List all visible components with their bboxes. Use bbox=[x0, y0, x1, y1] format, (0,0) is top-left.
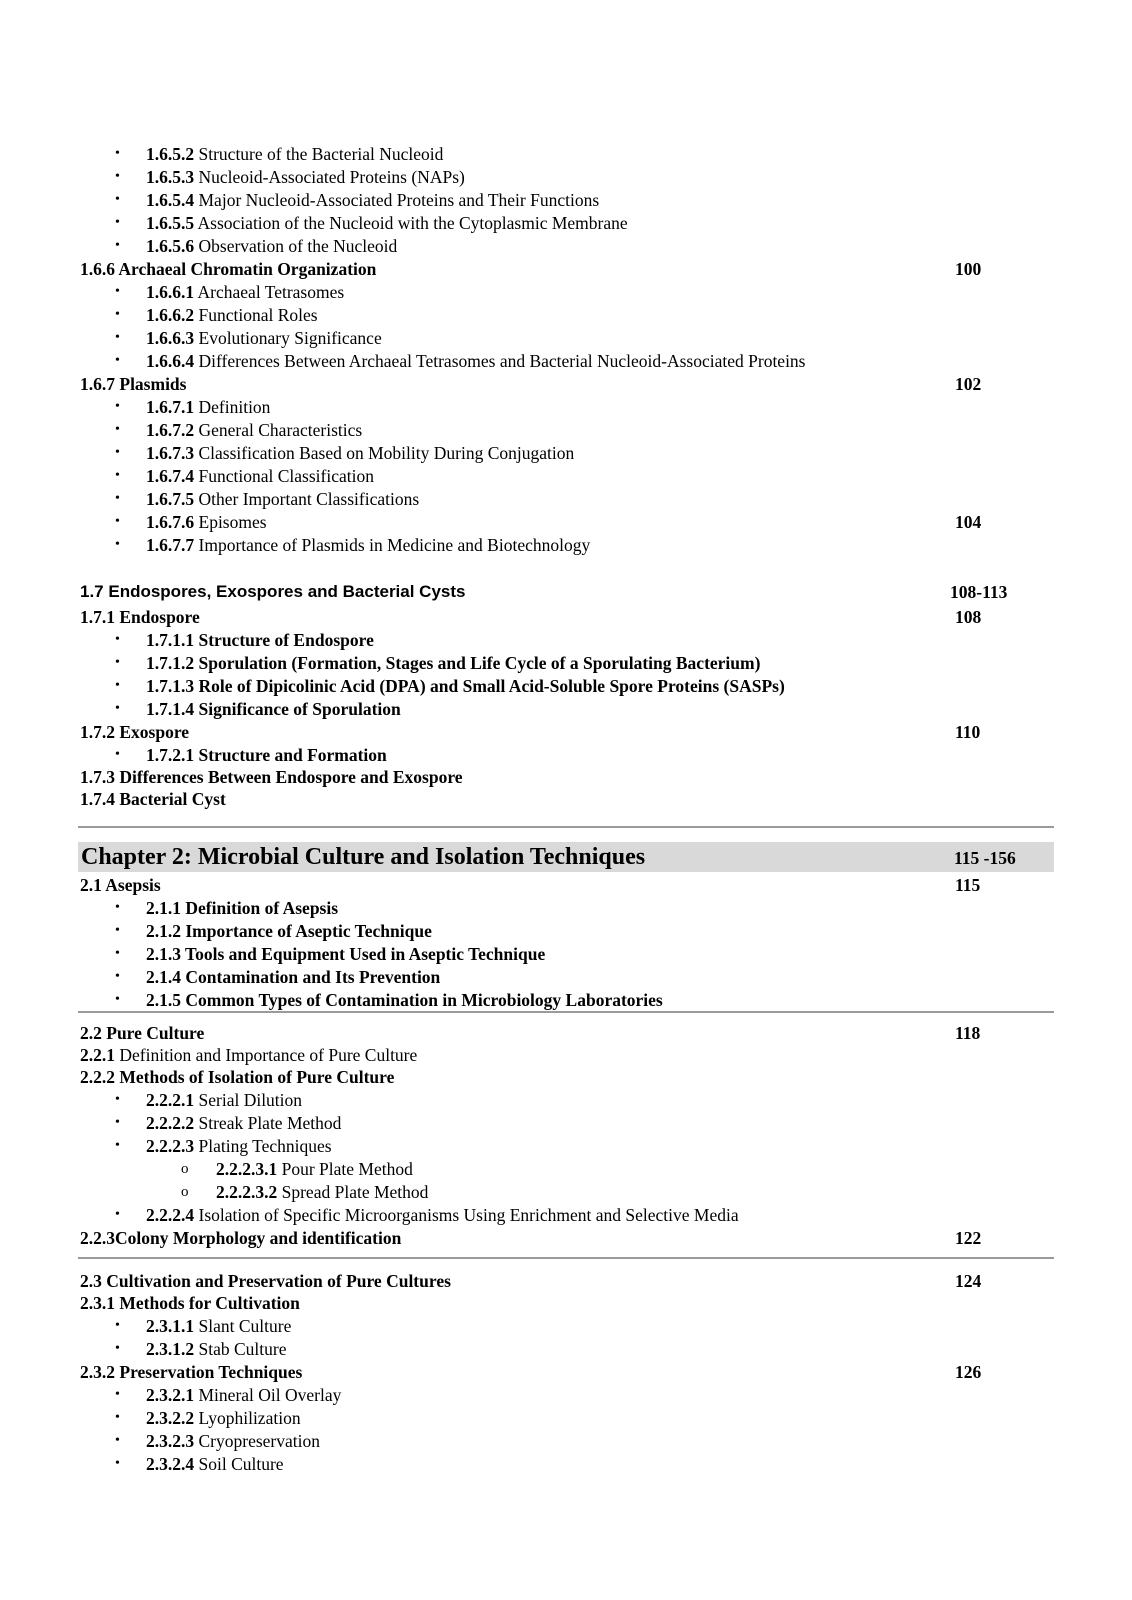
bullet-icon: • bbox=[115, 284, 120, 299]
page-number: 110 bbox=[955, 722, 981, 742]
bullet-icon: • bbox=[115, 1092, 120, 1107]
bullet-icon: • bbox=[115, 747, 120, 762]
page-number: 104 bbox=[955, 512, 982, 532]
toc-subentry bbox=[115, 235, 398, 257]
toc-subentry bbox=[115, 966, 441, 988]
entry-title: Significance of Sporulation bbox=[194, 699, 401, 719]
entry-number: 2.3.2.2 bbox=[146, 1408, 195, 1428]
toc-section-heading: 2.2.2 Methods of Isolation of Pure Culture bbox=[80, 1067, 395, 1087]
entry-number: 2.3.2.1 bbox=[146, 1385, 195, 1405]
entry-number: 1.6.5.2 bbox=[146, 144, 195, 164]
toc-subentry bbox=[115, 327, 382, 349]
entry-number: 1.6.7.5 bbox=[146, 489, 195, 509]
bullet-icon: • bbox=[115, 1207, 120, 1222]
toc-subentry bbox=[115, 419, 363, 441]
entry-title: Tools and Equipment Used in Aseptic Technique bbox=[181, 944, 546, 964]
bullet-icon: • bbox=[115, 468, 120, 483]
toc-subentry bbox=[115, 212, 628, 234]
bullet-icon: • bbox=[115, 1115, 120, 1130]
bullet-icon: • bbox=[115, 946, 120, 961]
toc-section-heading: 2.1 Asepsis bbox=[80, 875, 161, 895]
toc-section-heading: 1.7.1 Endospore bbox=[80, 607, 200, 627]
toc-subentry bbox=[115, 465, 374, 487]
toc-section-heading: 1.7.2 Exospore bbox=[80, 722, 190, 742]
bullet-icon: • bbox=[115, 537, 120, 552]
entry-title: Soil Culture bbox=[194, 1454, 284, 1474]
entry-number: 1.7.2.1 bbox=[146, 745, 195, 765]
entry-title: General Characteristics bbox=[194, 420, 363, 440]
entry-title: Definition of Asepsis bbox=[181, 898, 339, 918]
entry-number: 1.6.6.1 bbox=[146, 282, 195, 302]
toc-section-heading: 2.2.3Colony Morphology and identification bbox=[80, 1228, 402, 1248]
toc-subentry bbox=[115, 675, 785, 697]
toc-section-heading: 1.7.3 Differences Between Endospore and Exospore bbox=[80, 767, 463, 787]
bullet-icon: • bbox=[115, 655, 120, 670]
entry-number: 1.6.7.1 bbox=[146, 397, 195, 417]
toc-subsubentry bbox=[181, 1181, 429, 1203]
entry-title: Structure of Endospore bbox=[194, 630, 374, 650]
entry-title: Other Important Classifications bbox=[194, 489, 420, 509]
entry-title: Nucleoid-Associated Proteins (NAPs) bbox=[194, 167, 465, 187]
entry-number: 1.6.7.2 bbox=[146, 420, 195, 440]
entry-number: 1.6.7.4 bbox=[146, 466, 195, 486]
toc-subentry bbox=[115, 1384, 342, 1406]
entry-title: Definition and Importance of Pure Culture bbox=[115, 1045, 418, 1065]
entry-title: Plating Techniques bbox=[194, 1136, 332, 1156]
entry-number: 2.3.2.4 bbox=[146, 1454, 195, 1474]
bullet-icon: • bbox=[115, 330, 120, 345]
entry-title: Contamination and Its Prevention bbox=[181, 967, 441, 987]
circle-bullet-icon: o bbox=[181, 1161, 189, 1177]
bullet-icon: • bbox=[115, 1456, 120, 1471]
toc-section-heading: 2.3.1 Methods for Cultivation bbox=[80, 1293, 300, 1313]
toc-subentry bbox=[115, 189, 600, 211]
entry-title: Differences Between Archaeal Tetrasomes and Bacterial Nucleoid-Associated Proteins bbox=[194, 351, 806, 371]
toc-subentry bbox=[115, 1089, 303, 1111]
bullet-icon: • bbox=[115, 1433, 120, 1448]
page-number: 108-113 bbox=[950, 582, 1008, 602]
toc-subentry bbox=[115, 1338, 287, 1360]
toc-subentry bbox=[115, 698, 401, 720]
toc-subentry bbox=[115, 304, 318, 326]
entry-number: 1.7.1.1 bbox=[146, 630, 195, 650]
bullet-icon: • bbox=[115, 701, 120, 716]
entry-title: Classification Based on Mobility During Conjugation bbox=[194, 443, 575, 463]
bullet-icon: • bbox=[115, 1138, 120, 1153]
entry-number: 2.3.2.3 bbox=[146, 1431, 195, 1451]
bullet-icon: • bbox=[115, 445, 120, 460]
entry-number: 2.2.1 bbox=[80, 1045, 115, 1065]
bullet-icon: • bbox=[115, 353, 120, 368]
toc-section-heading: 1.6.7 Plasmids bbox=[80, 374, 187, 394]
entry-number: 2.1.1 bbox=[146, 898, 181, 918]
page-number: 124 bbox=[955, 1271, 982, 1291]
toc-subsubentry bbox=[181, 1158, 413, 1180]
page-number: 118 bbox=[955, 1023, 981, 1043]
bullet-icon: • bbox=[115, 678, 120, 693]
circle-bullet-icon: o bbox=[181, 1184, 189, 1200]
bullet-icon: • bbox=[115, 992, 120, 1007]
entry-number: 2.2.2.1 bbox=[146, 1090, 195, 1110]
entry-number: 1.7.1.3 bbox=[146, 676, 195, 696]
entry-title: Definition bbox=[194, 397, 271, 417]
toc-subentry bbox=[115, 396, 271, 418]
entry-number: 1.6.6.4 bbox=[146, 351, 195, 371]
toc-section-heading: 2.2 Pure Culture bbox=[80, 1023, 205, 1043]
entry-number: 1.6.6.2 bbox=[146, 305, 195, 325]
entry-title: Functional Roles bbox=[194, 305, 318, 325]
toc-subentry bbox=[115, 143, 444, 165]
page-number: 122 bbox=[955, 1228, 982, 1248]
entry-title: Mineral Oil Overlay bbox=[194, 1385, 342, 1405]
entry-title: Stab Culture bbox=[194, 1339, 287, 1359]
entry-number: 1.6.7.7 bbox=[146, 535, 195, 555]
entry-number: 2.2.2.3 bbox=[146, 1136, 195, 1156]
entry-title: Functional Classification bbox=[194, 466, 374, 486]
entry-title: Major Nucleoid-Associated Proteins and Their Functions bbox=[194, 190, 600, 210]
entry-number: 1.6.5.4 bbox=[146, 190, 195, 210]
page-number: 115 bbox=[955, 875, 981, 895]
entry-title: Archaeal Tetrasomes bbox=[194, 282, 345, 302]
entry-number: 1.7.1.4 bbox=[146, 699, 195, 719]
entry-number: 1.6.7.3 bbox=[146, 443, 195, 463]
toc-subentry bbox=[115, 1204, 739, 1226]
entry-number: 2.1.2 bbox=[146, 921, 181, 941]
entry-number: 2.1.4 bbox=[146, 967, 181, 987]
entry-title: Structure of the Bacterial Nucleoid bbox=[194, 144, 444, 164]
bullet-icon: • bbox=[115, 238, 120, 253]
bullet-icon: • bbox=[115, 900, 120, 915]
bullet-icon: • bbox=[115, 422, 120, 437]
bullet-icon: • bbox=[115, 1318, 120, 1333]
bullet-icon: • bbox=[115, 491, 120, 506]
toc-subentry bbox=[115, 920, 432, 942]
entry-number: 2.3.1.1 bbox=[146, 1316, 195, 1336]
toc-subentry bbox=[115, 166, 465, 188]
entry-title: Serial Dilution bbox=[194, 1090, 303, 1110]
entry-title: Observation of the Nucleoid bbox=[194, 236, 398, 256]
entry-number: 2.1.3 bbox=[146, 944, 181, 964]
toc-subentry bbox=[115, 1112, 342, 1134]
entry-title: Structure and Formation bbox=[194, 745, 387, 765]
entry-number: 1.7.1.2 bbox=[146, 653, 195, 673]
entry-title: Cryopreservation bbox=[194, 1431, 320, 1451]
bullet-icon: • bbox=[115, 215, 120, 230]
bullet-icon: • bbox=[115, 1387, 120, 1402]
toc-subentry bbox=[115, 442, 575, 464]
page-number: 126 bbox=[955, 1362, 982, 1382]
entry-title: Common Types of Contamination in Microbiology Laboratories bbox=[181, 990, 663, 1010]
bullet-icon: • bbox=[115, 146, 120, 161]
toc-subentry bbox=[115, 350, 806, 372]
entry-title: Pour Plate Method bbox=[277, 1159, 413, 1179]
divider bbox=[78, 1257, 1054, 1259]
entry-title: Spread Plate Method bbox=[277, 1182, 429, 1202]
toc-section-heading: 1.7 Endospores, Exospores and Bacterial Cysts bbox=[80, 582, 466, 601]
bullet-icon: • bbox=[115, 169, 120, 184]
divider bbox=[78, 1011, 1054, 1013]
bullet-icon: • bbox=[115, 307, 120, 322]
entry-title: Role of Dipicolinic Acid (DPA) and Small Acid-Soluble Spore Proteins (SASPs) bbox=[194, 676, 785, 696]
entry-number: 1.6.7.6 bbox=[146, 512, 195, 532]
bullet-icon: • bbox=[115, 969, 120, 984]
entry-number: 2.2.2.3.1 bbox=[216, 1159, 278, 1179]
chapter-title: Chapter 2: Microbial Culture and Isolation Techniques bbox=[81, 844, 646, 870]
toc-subentry bbox=[115, 534, 591, 556]
toc-section-heading: 2.3.2 Preservation Techniques bbox=[80, 1362, 303, 1382]
entry-number: 2.1.5 bbox=[146, 990, 181, 1010]
entry-title: Evolutionary Significance bbox=[194, 328, 382, 348]
entry-number: 2.2.2.3.2 bbox=[216, 1182, 278, 1202]
toc-subentry bbox=[115, 1430, 320, 1452]
bullet-icon: • bbox=[115, 923, 120, 938]
entry-title: Episomes bbox=[194, 512, 267, 532]
toc-section-heading: 2.3 Cultivation and Preservation of Pure Cultures bbox=[80, 1271, 451, 1291]
entry-title: Importance of Aseptic Technique bbox=[181, 921, 432, 941]
chapter-page-range: 115 -156 bbox=[954, 848, 1016, 868]
toc-subentry bbox=[115, 652, 761, 674]
bullet-icon: • bbox=[115, 514, 120, 529]
entry-number: 2.2.2.4 bbox=[146, 1205, 195, 1225]
toc-subentry bbox=[115, 989, 663, 1011]
toc-section-heading: 1.6.6 Archaeal Chromatin Organization bbox=[80, 259, 377, 279]
entry-number: 1.6.5.5 bbox=[146, 213, 195, 233]
page-number: 100 bbox=[955, 259, 982, 279]
entry-title: Streak Plate Method bbox=[194, 1113, 342, 1133]
bullet-icon: • bbox=[115, 1341, 120, 1356]
bullet-icon: • bbox=[115, 1410, 120, 1425]
entry-title: Sporulation (Formation, Stages and Life Cycle of a Sporulating Bacterium) bbox=[194, 653, 761, 673]
toc-subentry bbox=[115, 1315, 292, 1337]
entry-title: Isolation of Specific Microorganisms Using Enrichment and Selective Media bbox=[194, 1205, 739, 1225]
divider bbox=[78, 826, 1054, 828]
toc-subentry bbox=[115, 629, 374, 651]
toc-subentry bbox=[115, 1453, 284, 1475]
toc-subentry bbox=[115, 488, 420, 510]
toc-section-heading bbox=[80, 1044, 417, 1066]
entry-number: 1.6.5.6 bbox=[146, 236, 195, 256]
toc-subentry bbox=[115, 1407, 301, 1429]
entry-number: 2.3.1.2 bbox=[146, 1339, 195, 1359]
toc-subentry bbox=[115, 281, 345, 303]
toc-subentry bbox=[115, 744, 387, 766]
toc-subentry bbox=[115, 943, 546, 965]
entry-title: Association of the Nucleoid with the Cytoplasmic Membrane bbox=[194, 213, 628, 233]
toc-subentry bbox=[115, 1135, 332, 1157]
entry-number: 1.6.6.3 bbox=[146, 328, 195, 348]
toc-subentry bbox=[115, 511, 267, 533]
bullet-icon: • bbox=[115, 399, 120, 414]
page-number: 108 bbox=[955, 607, 982, 627]
entry-title: Lyophilization bbox=[194, 1408, 301, 1428]
entry-number: 2.2.2.2 bbox=[146, 1113, 195, 1133]
entry-title: Slant Culture bbox=[194, 1316, 292, 1336]
toc-section-heading: 1.7.4 Bacterial Cyst bbox=[80, 789, 226, 809]
bullet-icon: • bbox=[115, 632, 120, 647]
entry-number: 1.6.5.3 bbox=[146, 167, 195, 187]
page-number: 102 bbox=[955, 374, 982, 394]
bullet-icon: • bbox=[115, 192, 120, 207]
entry-title: Importance of Plasmids in Medicine and Biotechnology bbox=[194, 535, 591, 555]
toc-subentry bbox=[115, 897, 339, 919]
